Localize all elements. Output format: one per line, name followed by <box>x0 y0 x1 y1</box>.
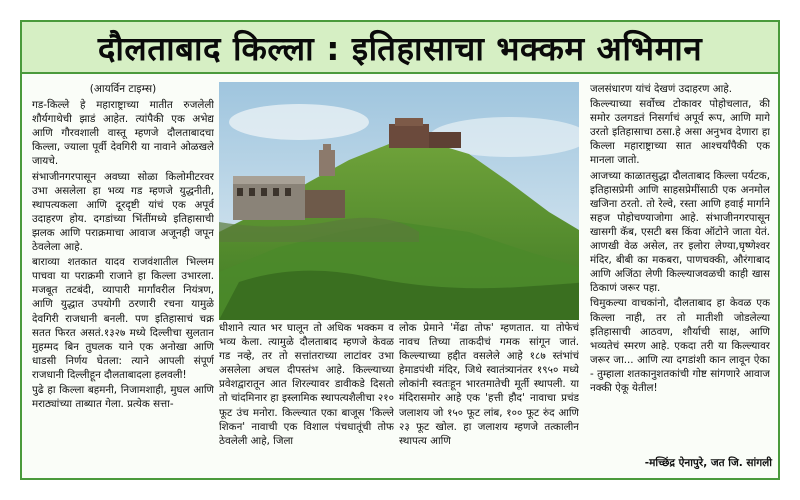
paragraph: संभाजीनगरपासून अवघ्या सोळा किलोमीटरवर उभा असलेला हा भव्य गड म्हणजे युद्धनीती, स्थापत्यकला आणि दूरदृष्टी यांचं एक अपूर्व उदाहरण होय. दगडांच्या भिंतींमध्ये इतिहासाची झलक आणि पराक्रमाचा आवाज अजूनही जपून ठेवलेला आहे. <box>32 170 214 254</box>
fort-photo <box>219 82 579 320</box>
paragraph: धीशाने त्यात भर घालून तो अधिक भक्कम व भव्य केला. त्यामुळे दौलताबाद म्हणजे केवळ गड नव्हे, तर तो सत्तांतराच्या लाटांवर उभा असलेला अचल दीपस्तंभ आहे. किल्ल्याच्या प्रवेशद्वारातून आत शिरल्यावर डावीकडे दिसतो तो चांदमिनार हा इस्लामिक स्थापत्यशैलीचा २१० फूट उंच मनोरा. किल्ल्यात एका बाजूस 'किल्ले शिकन' नावाची एक विशाल पंचधातूंची तोफ ठेवलेली आहे, जिला <box>219 322 394 447</box>
column-2 <box>219 321 394 471</box>
column-3 <box>399 321 579 471</box>
paragraph: गड-किल्ले हे महाराष्ट्राच्या मातीत रुजलेली शौर्यगाथेची झाडं आहेत. त्यांपैकी एक अभेद्य आणि गौरवशाली वास्तू म्हणजे दौलताबादचा किल्ला, ज्याला पूर्वी देवगिरी या नावाने ओळखले जायचे. <box>32 99 214 168</box>
paragraph: लोक प्रेमाने 'मेंढा तोफ' म्हणतात. या तोफेचं नावच तिच्या ताकदीचं गमक सांगून जातं. किल्ल्याच्या हद्दीत वसलेले आहे १८७ स्तंभांचं हेमाडपंथी मंदिर, जिथे स्वातंत्र्यानंतर १९५० मध्ये लोकांनी स्वतःहून भारतमातेची मूर्ती स्थापली. या मंदिरासमोर आहे एक 'हत्ती हौद' नावाचा प्रचंड जलाशय जो १५० फूट लांब, १०० फूट रुंद आणि २३ फूट खोल. हा जलाशय म्हणजे तत्कालीन स्थापत्य आणि <box>399 322 579 447</box>
paragraph: बाराव्या शतकात यादव राजवंशातील भिल्लम पाचवा या पराक्रमी राजाने हा किल्ला उभारला. मजबूत तटबंदी, व्यापारी मार्गांवरील नियंत्रण, आणि युद्धात उपयोगी ठरणारी रचना यामुळे देवगिरी राजधानी बनली. पण इतिहासाचं चक्र सतत फिरत असतं.१३२७ मध्ये दिल्लीचा सुलतान मुहम्मद बिन तुघलक याने एक अनोखा आणि धाडसी निर्णय घेतला: त्याने आपली संपूर्ण राजधानी दिल्लीहून दौलताबादला हलवली! <box>32 256 214 381</box>
fort-hill-illustration <box>219 82 579 320</box>
paragraph: किल्ल्याच्या सर्वोच्च टोकावर पोहोचलात, की समोर उलगडतं निसर्गाचं अपूर्व रूप, आणि मागे उरतो इतिहासाचा ठसा.हे असा अनुभव देणारा हा किल्ला महाराष्ट्राच्या सात आश्चर्यांपैकी एक मानला जातो. <box>590 98 770 167</box>
paragraph: आजच्या काळातसुद्धा दौलताबाद किल्ला पर्यटक, इतिहासप्रेमी आणि साहसप्रेमींसाठी एक अनमोल खजिना ठरतो. तो रेल्वे, रस्ता आणि हवाई मार्गाने सहज पोहोचण्याजोगा आहे. संभाजीनगरपासून खासगी कॅब, एसटी बस किंवा ऑटोने जाता येतं. आणखी वेळ असेल, तर इलोरा लेण्या,घृष्णेश्वर मंदिर, बीबी का मकबरा, पाणचक्की, औरंगाबाद आणि अजिंठा लेणी किल्ल्याजवळची काही खास ठिकाणं जरूर पहा. <box>590 169 770 295</box>
article-headline: दौलताबाद किल्ला : इतिहासाचा भक्कम अभिमान <box>22 22 778 74</box>
column-4 <box>590 82 770 472</box>
author-signature: -मच्छिंद्र ऐनापुरे, जत जि. सांगली <box>644 457 772 469</box>
paragraph: जलसंधारण यांचं देखणं उदाहरण आहे. <box>590 83 733 95</box>
paragraph: पुढे हा किल्ला बहमनी, निजामशाही, मुघल आणि मराठ्यांच्या ताब्यात गेला. प्रत्येक सत्ता- <box>32 383 214 411</box>
byline: (आयर्विन टाइम्स) <box>89 83 157 95</box>
paragraph: चिमुकल्या वाचकांनो, दौलताबाद हा केवळ एक किल्ला नाही, तर तो मातीशी जोडलेल्या इतिहासाची आठवण, शौर्याची साक्ष, आणि भव्यतेचं स्मरण आहे. एकदा तरी या किल्ल्यावर जरूर जा... आणि त्या दगडांशी कान लावून ऐका - तुम्हाला शतकानुशतकांची गोष्ट सांगणारे आवाज नक्की ऐकू येतील! <box>590 297 770 394</box>
column-1 <box>32 82 214 472</box>
